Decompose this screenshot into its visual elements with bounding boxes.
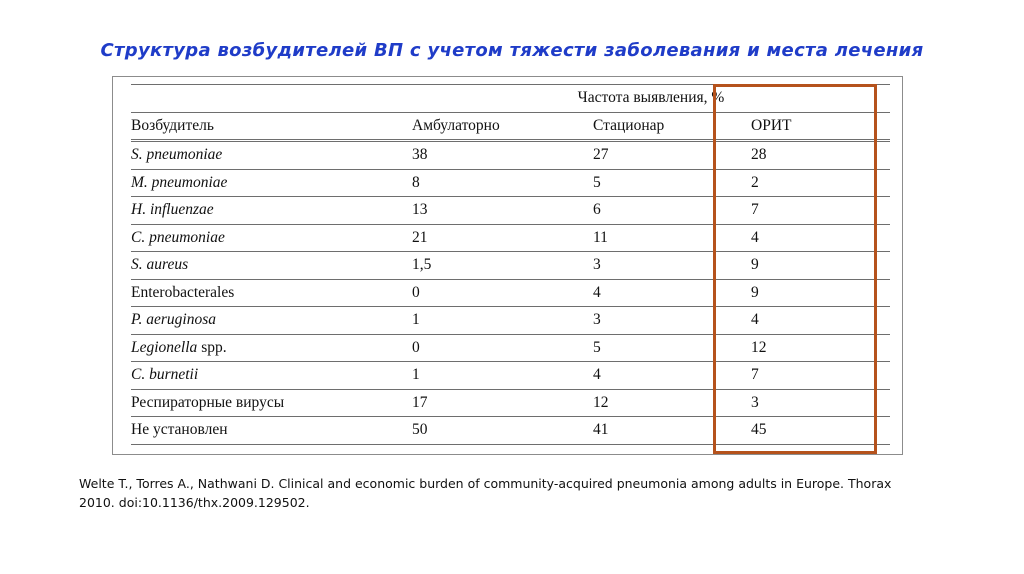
table-row bbox=[131, 279, 890, 307]
column-header-pathogen: Возбудитель bbox=[131, 112, 412, 141]
outpatient-value: 17 bbox=[412, 389, 593, 417]
icu-value: 9 bbox=[751, 252, 890, 280]
icu-value: 12 bbox=[751, 334, 890, 362]
outpatient-value: 0 bbox=[412, 279, 593, 307]
pathogen-name: Не установлен bbox=[131, 417, 412, 445]
pathogen-name: C. burnetii bbox=[131, 362, 412, 390]
inpatient-value: 6 bbox=[593, 197, 751, 225]
inpatient-value: 4 bbox=[593, 362, 751, 390]
icu-value: 45 bbox=[751, 417, 890, 445]
table-row bbox=[131, 389, 890, 417]
inpatient-value: 12 bbox=[593, 389, 751, 417]
outpatient-value: 1 bbox=[412, 307, 593, 335]
inpatient-value: 3 bbox=[593, 307, 751, 335]
table-row bbox=[131, 169, 890, 197]
pathogen-name: S. aureus bbox=[131, 252, 412, 280]
citation-line-2: 2010. doi:10.1136/thx.2009.129502. bbox=[79, 495, 310, 510]
citation bbox=[79, 474, 959, 512]
column-header-outpatient: Амбулаторно bbox=[412, 112, 593, 141]
pathogen-name: P. aeruginosa bbox=[131, 307, 412, 335]
pathogen-name: S. pneumoniae bbox=[131, 141, 412, 170]
table-row bbox=[131, 197, 890, 225]
icu-value: 4 bbox=[751, 307, 890, 335]
inpatient-value: 11 bbox=[593, 224, 751, 252]
table-row bbox=[131, 141, 890, 170]
table-row bbox=[131, 362, 890, 390]
pathogen-name: Респираторные вирусы bbox=[131, 389, 412, 417]
inpatient-value: 41 bbox=[593, 417, 751, 445]
table-row bbox=[131, 417, 890, 445]
outpatient-value: 50 bbox=[412, 417, 593, 445]
table-row bbox=[131, 334, 890, 362]
inpatient-value: 5 bbox=[593, 334, 751, 362]
table-row bbox=[131, 224, 890, 252]
column-header-inpatient: Стационар bbox=[593, 112, 751, 141]
pathogen-name: Enterobacterales bbox=[131, 279, 412, 307]
icu-value: 4 bbox=[751, 224, 890, 252]
outpatient-value: 21 bbox=[412, 224, 593, 252]
outpatient-value: 13 bbox=[412, 197, 593, 225]
pathogen-name: H. influenzae bbox=[131, 197, 412, 225]
icu-value: 3 bbox=[751, 389, 890, 417]
inpatient-value: 4 bbox=[593, 279, 751, 307]
citation-line-1: Welte T., Torres A., Nathwani D. Clinical and economic burden of community-acquired pneumonia among adults in Europe. Thorax bbox=[79, 476, 892, 491]
icu-value: 7 bbox=[751, 197, 890, 225]
icu-value: 2 bbox=[751, 169, 890, 197]
icu-value: 9 bbox=[751, 279, 890, 307]
icu-value: 7 bbox=[751, 362, 890, 390]
inpatient-value: 27 bbox=[593, 141, 751, 170]
outpatient-value: 1 bbox=[412, 362, 593, 390]
pathogen-name: C. pneumoniae bbox=[131, 224, 412, 252]
outpatient-value: 1,5 bbox=[412, 252, 593, 280]
group-header-row bbox=[131, 85, 890, 113]
pathogen-table bbox=[131, 84, 890, 445]
table-row bbox=[131, 307, 890, 335]
pathogen-name: Legionella spp. bbox=[131, 334, 412, 362]
pathogen-name: M. pneumoniae bbox=[131, 169, 412, 197]
column-header-row bbox=[131, 112, 890, 141]
group-header-label: Частота выявления, % bbox=[412, 85, 890, 113]
inpatient-value: 3 bbox=[593, 252, 751, 280]
icu-value: 28 bbox=[751, 141, 890, 170]
column-header-icu: ОРИТ bbox=[751, 112, 890, 141]
outpatient-value: 8 bbox=[412, 169, 593, 197]
outpatient-value: 0 bbox=[412, 334, 593, 362]
table-row bbox=[131, 252, 890, 280]
inpatient-value: 5 bbox=[593, 169, 751, 197]
slide-title: Структура возбудителей ВП с учетом тяжести заболевания и места лечения bbox=[100, 40, 924, 61]
outpatient-value: 38 bbox=[412, 141, 593, 170]
